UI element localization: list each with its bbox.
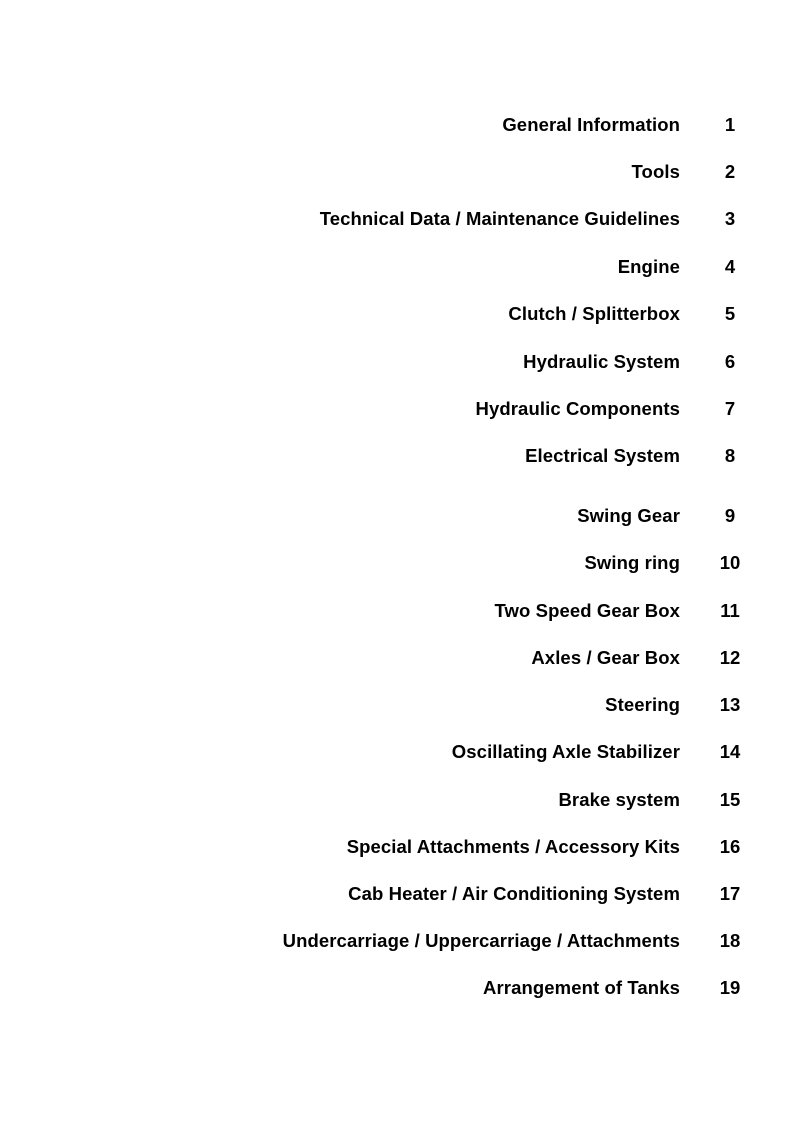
toc-entry-number: 3 — [724, 208, 736, 229]
toc-entry[interactable] — [0, 347, 794, 377]
toc-entry-number: 5 — [724, 303, 736, 324]
toc-entry-title: Arrangement of Tanks — [483, 977, 680, 998]
toc-entry[interactable] — [0, 832, 794, 862]
toc-entry-number: 18 — [719, 930, 741, 951]
toc-entry-title: Two Speed Gear Box — [494, 600, 680, 621]
toc-entry-title: Axles / Gear Box — [531, 647, 680, 668]
toc-entry-title: Hydraulic Components — [475, 398, 680, 419]
toc-entry-title: Oscillating Axle Stabilizer — [451, 741, 680, 762]
toc-entry[interactable] — [0, 299, 794, 329]
toc-entry[interactable] — [0, 157, 794, 187]
toc-entry-title: Brake system — [558, 789, 680, 810]
toc-entry-number: 1 — [724, 114, 736, 135]
toc-entry[interactable] — [0, 973, 794, 1003]
toc-entry-number: 11 — [720, 600, 740, 621]
toc-entry[interactable] — [0, 690, 794, 720]
toc-entry-title: Special Attachments / Accessory Kits — [346, 836, 680, 857]
toc-entry-title: Engine — [617, 256, 680, 277]
toc-entry[interactable] — [0, 204, 794, 234]
toc-entry-number: 13 — [719, 694, 741, 715]
toc-entry-number: 14 — [719, 741, 741, 762]
toc-entry[interactable] — [0, 252, 794, 282]
toc-entry-title: Swing Gear — [577, 505, 680, 526]
toc-entry[interactable] — [0, 548, 794, 578]
toc-entry-number: 19 — [719, 977, 741, 998]
toc-entry[interactable] — [0, 926, 794, 956]
toc-entry[interactable] — [0, 441, 794, 471]
toc-entry-title: Electrical System — [525, 445, 680, 466]
toc-entry-number: 8 — [724, 445, 736, 466]
toc-entry-title: Hydraulic System — [523, 351, 680, 372]
toc-entry[interactable] — [0, 643, 794, 673]
toc-entry-number: 7 — [724, 398, 736, 419]
toc-entry-title: Undercarriage / Uppercarriage / Attachments — [282, 930, 680, 951]
toc-entry-number: 16 — [719, 836, 741, 857]
toc-entry[interactable] — [0, 394, 794, 424]
toc-entry[interactable] — [0, 879, 794, 909]
toc-entry-number: 4 — [724, 256, 736, 277]
toc-entry[interactable] — [0, 110, 794, 140]
toc-entry-number: 9 — [724, 505, 736, 526]
toc-entry-title: Steering — [605, 694, 680, 715]
toc-entry-title: Tools — [631, 161, 680, 182]
toc-entry-title: General Information — [502, 114, 680, 135]
toc-entry-number: 6 — [724, 351, 736, 372]
toc-entry-number: 2 — [724, 161, 736, 182]
toc-entry-title: Swing ring — [584, 552, 680, 573]
toc-entry[interactable] — [0, 785, 794, 815]
toc-entry[interactable] — [0, 737, 794, 767]
toc-entry-title: Cab Heater / Air Conditioning System — [348, 883, 680, 904]
toc-entry-title: Technical Data / Maintenance Guidelines — [319, 208, 680, 229]
toc-entry-number: 15 — [719, 789, 741, 810]
toc-entry-number: 17 — [719, 883, 741, 904]
toc-entry[interactable] — [0, 501, 794, 531]
toc-entry-number: 12 — [719, 647, 741, 668]
toc-entry-number: 10 — [719, 552, 741, 573]
toc-entry-title: Clutch / Splitterbox — [508, 303, 680, 324]
toc-entry[interactable] — [0, 596, 794, 626]
